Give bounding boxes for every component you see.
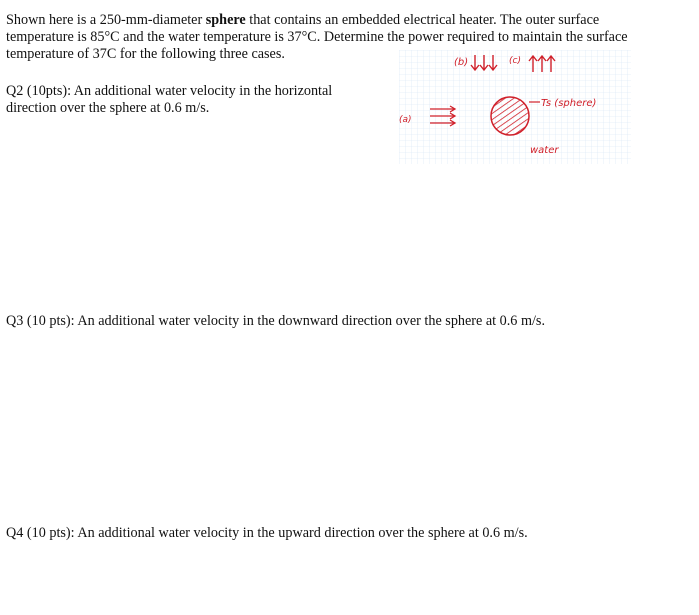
upward-arrows-icon xyxy=(529,56,555,72)
label-b: (b) xyxy=(454,57,469,68)
intro-text-after: that contains an embedded electrical heater. The outer surface temperature is 85°C and the water temperature is 37°C. Determine the power required to maintain the surface temperature of 37C for the following three cases. xyxy=(6,12,628,62)
label-a: (a) xyxy=(399,115,412,125)
label-ts-sphere: Ts (sphere) xyxy=(541,98,597,109)
intro-text-before: Shown here is a 250-mm-diameter xyxy=(6,12,206,28)
hand-drawn-sketch xyxy=(399,50,631,164)
label-c: (c) xyxy=(509,56,521,66)
intro-bold-word: sphere xyxy=(205,12,246,28)
horizontal-arrows-icon xyxy=(430,106,455,126)
question-3: Q3 (10 pts): An additional water velocity in the downward direction over the sphere at 0.6 m/s. xyxy=(6,313,545,329)
question-2: Q2 (10pts): An additional water velocity in the horizontal direction over the sphere at 0.6 m/s. xyxy=(6,83,333,116)
question-4: Q4 (10 pts): An additional water velocity in the upward direction over the sphere at 0.6 m/s. xyxy=(6,525,528,541)
downward-arrows-icon xyxy=(471,55,497,70)
label-water: water xyxy=(530,145,559,156)
sphere-icon xyxy=(491,97,529,135)
